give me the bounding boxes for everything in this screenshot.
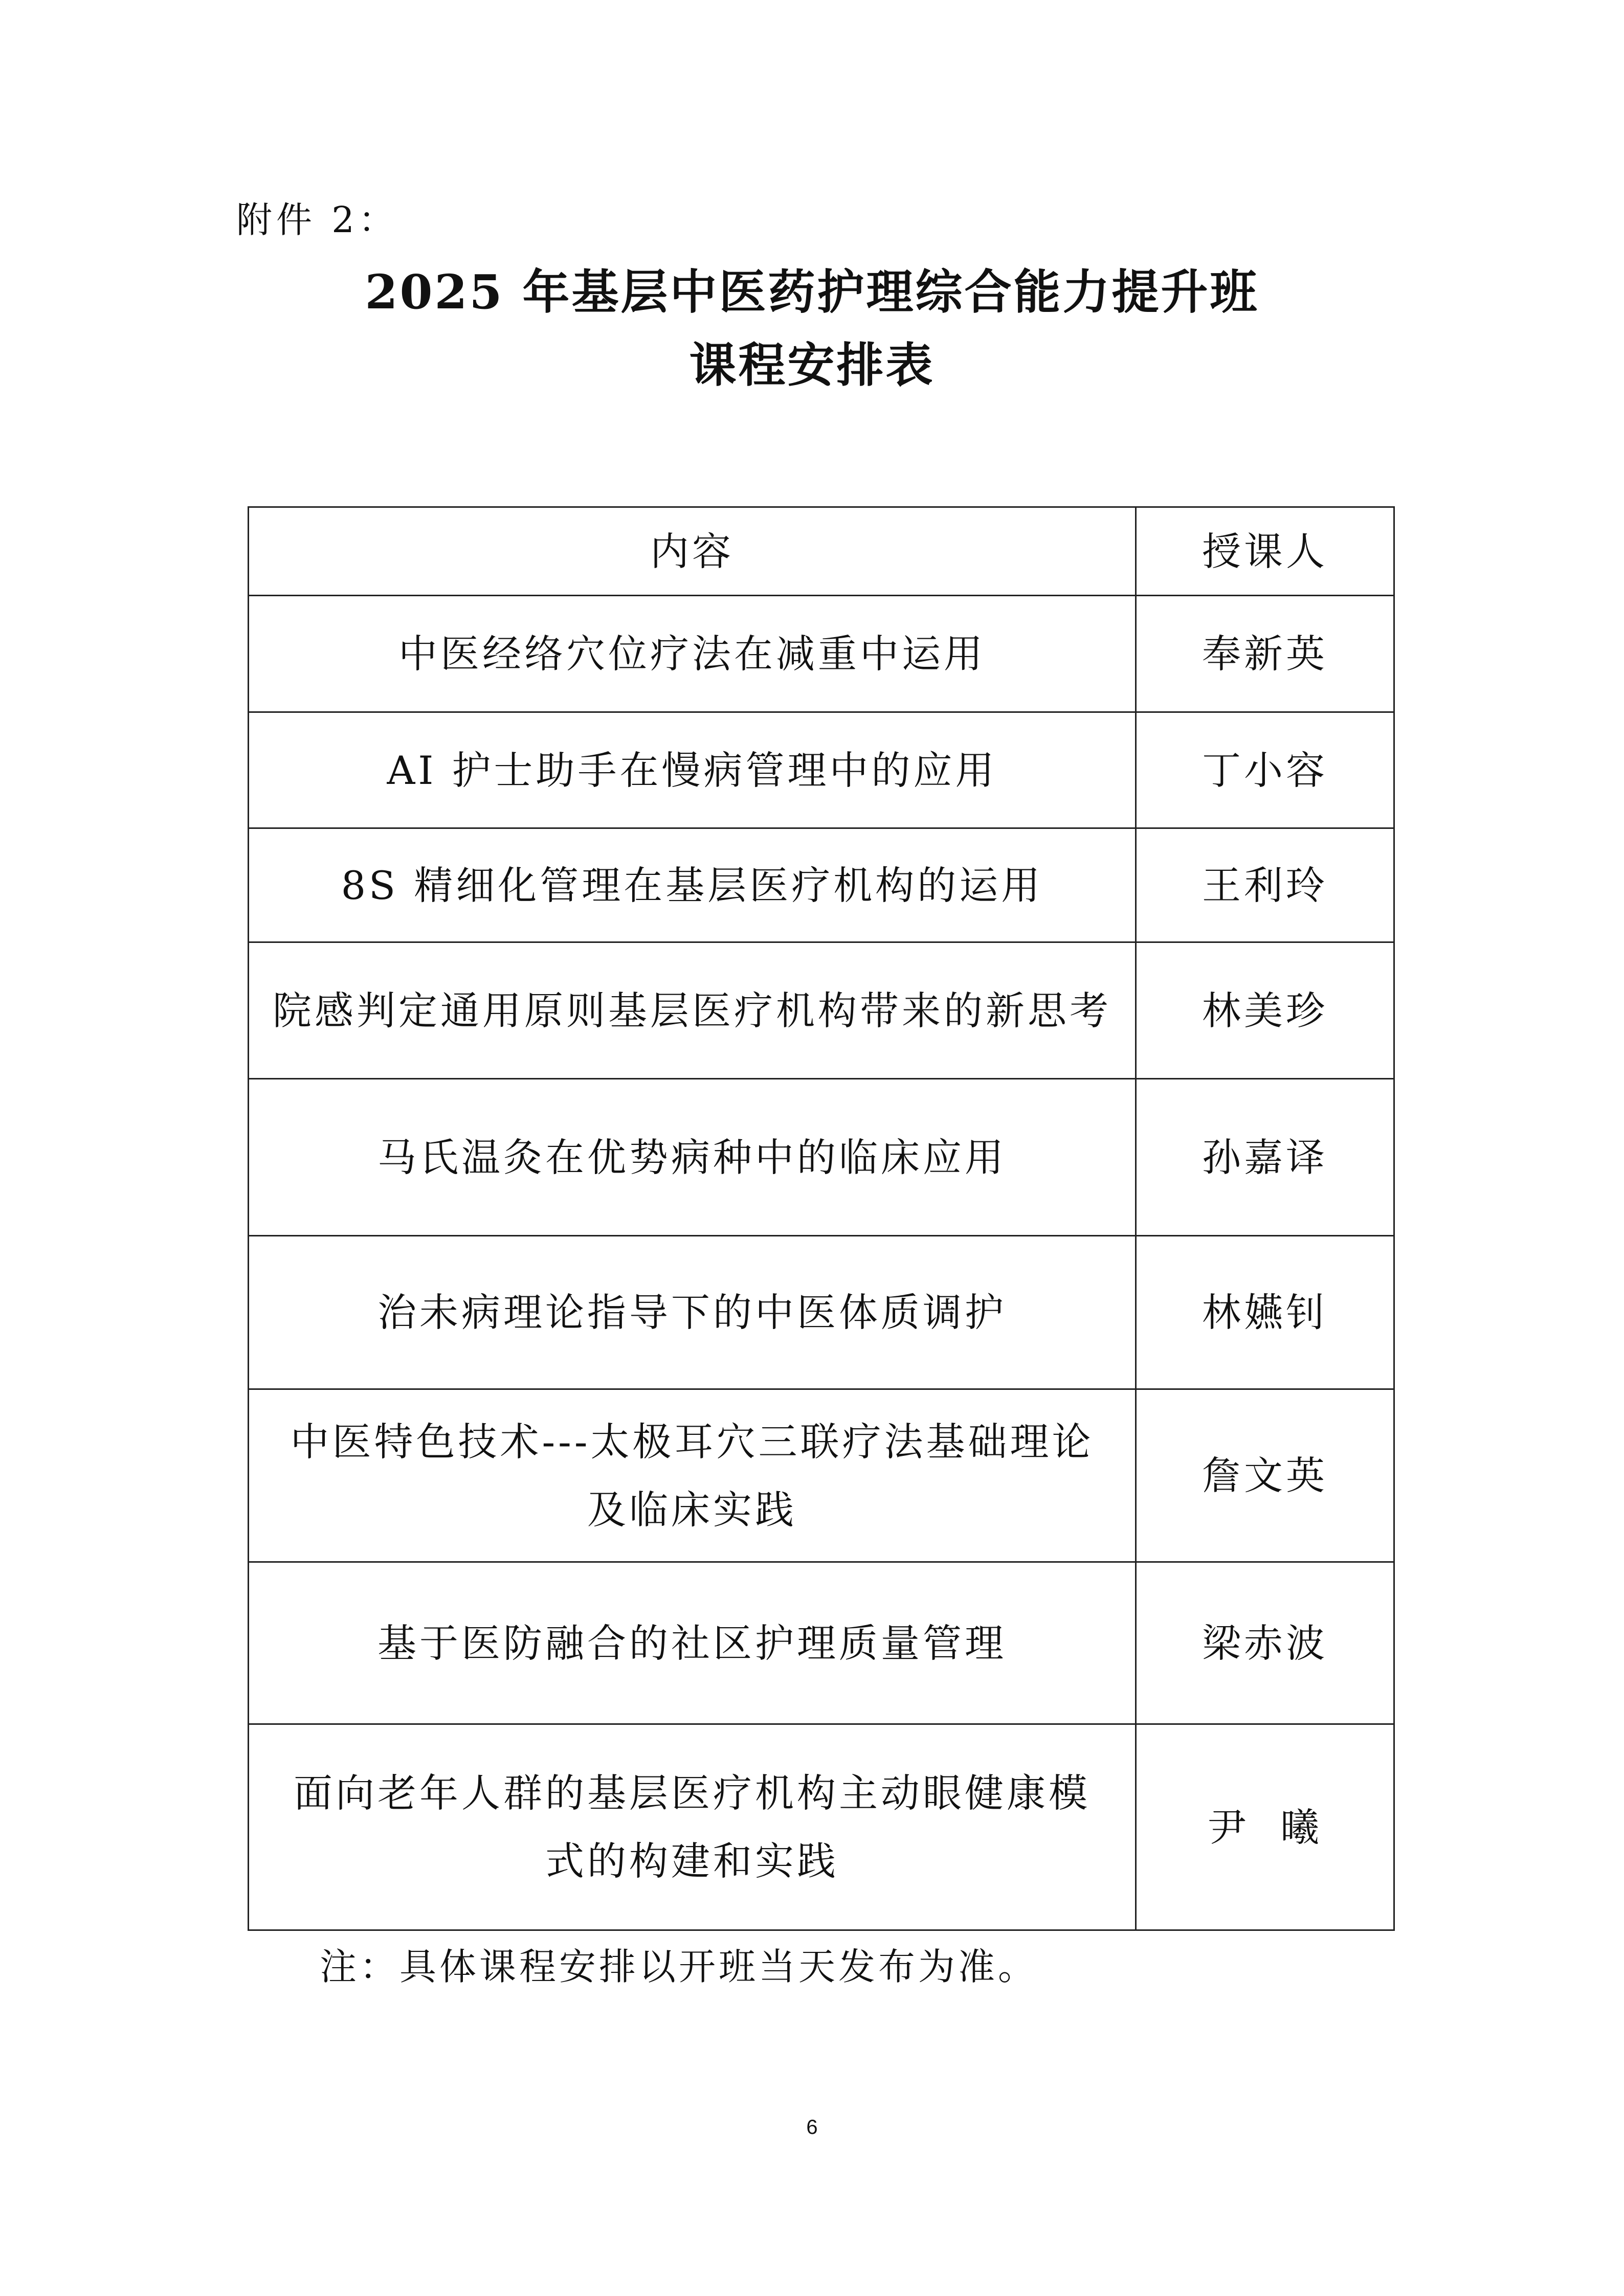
table-row [249,596,1394,712]
course-content: 中医经络穴位疗法在减重中运用 [249,596,1136,712]
table-row [249,1562,1394,1724]
course-lecturer: 王利玲 [1136,828,1394,942]
table-row [249,942,1394,1079]
course-content: AI 护士助手在慢病管理中的应用 [249,712,1136,828]
table-row [249,1236,1394,1389]
course-lecturer: 梁赤波 [1136,1562,1394,1724]
course-lecturer: 尹 曦 [1136,1724,1394,1930]
page-number: 6 [806,2116,818,2139]
table-header-row [249,507,1394,596]
table-row [249,828,1394,942]
attachment-label: 附件 2： [236,199,398,241]
course-lecturer: 孙嘉译 [1136,1079,1394,1236]
course-content: 8S 精细化管理在基层医疗机构的运用 [249,828,1136,942]
course-lecturer: 詹文英 [1136,1389,1394,1562]
table-row [249,712,1394,828]
header-content: 内容 [249,507,1136,596]
course-content: 中医特色技术---太极耳穴三联疗法基础理论及临床实践 [249,1389,1136,1562]
course-content: 马氏温灸在优势病种中的临床应用 [249,1079,1136,1236]
document-subtitle: 课程安排表 [689,337,935,393]
table-row [249,1079,1394,1236]
course-lecturer: 丁小容 [1136,712,1394,828]
footnote: 注：具体课程安排以开班当天发布为准。 [320,1945,1038,1988]
course-content: 面向老年人群的基层医疗机构主动眼健康模式的构建和实践 [249,1724,1136,1930]
course-content: 院感判定通用原则基层医疗机构带来的新思考 [249,942,1136,1079]
table-row [249,1389,1394,1562]
course-content: 基于医防融合的社区护理质量管理 [249,1562,1136,1724]
course-lecturer: 奉新英 [1136,596,1394,712]
course-content: 治未病理论指导下的中医体质调护 [249,1236,1136,1389]
header-lecturer: 授课人 [1136,507,1394,596]
course-lecturer: 林嬿钊 [1136,1236,1394,1389]
table-row [249,1724,1394,1930]
course-schedule-table [248,506,1395,1931]
course-lecturer: 林美珍 [1136,942,1394,1079]
document-title: 2025 年基层中医药护理综合能力提升班 [365,264,1259,320]
